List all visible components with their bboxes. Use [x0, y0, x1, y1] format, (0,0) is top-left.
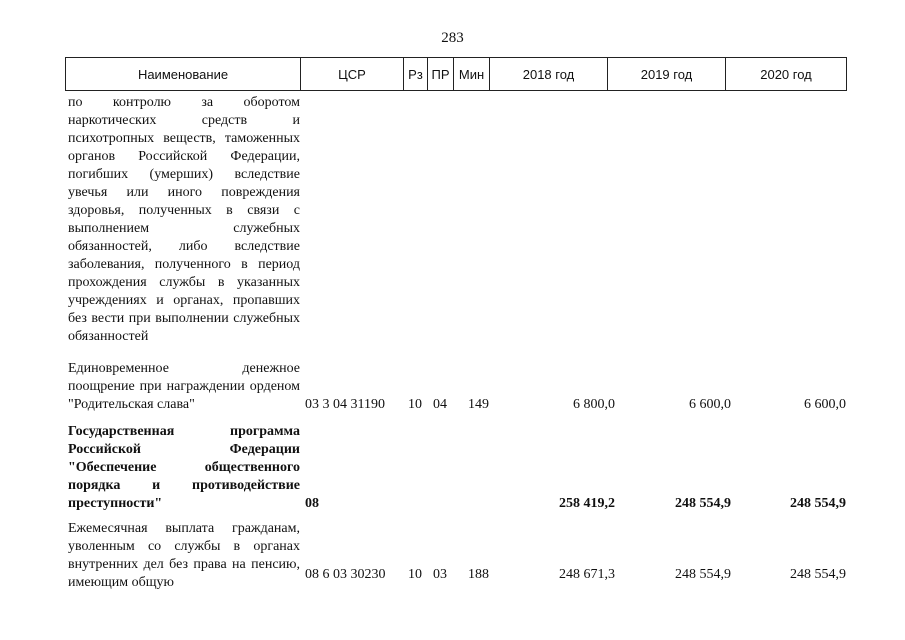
- table-header: [65, 57, 847, 91]
- header-min: Мин: [454, 58, 490, 90]
- header-name: Наименование: [66, 58, 301, 90]
- row-2018: 6 800,0: [573, 397, 615, 412]
- page-number: 283: [441, 30, 464, 46]
- row-pr: 04: [433, 397, 447, 412]
- row-2019: 248 554,9: [675, 496, 731, 511]
- row-pr: 03: [433, 567, 447, 582]
- row-name: Государственная программа Российской Федерации "Обеспечение общественного порядка и противодействие преступности": [68, 424, 300, 511]
- row-2018: 248 671,3: [559, 567, 615, 582]
- header-pr: ПР: [428, 58, 454, 90]
- row-min: 149: [468, 397, 489, 412]
- header-2018: 2018 год: [490, 58, 608, 90]
- row-rz: 10: [408, 397, 422, 412]
- row-name: Ежемесячная выплата гражданам, уволенным со службы в органах внутренних дел без права на пенсию, имеющим общую: [68, 521, 300, 590]
- header-rz: Рз: [404, 58, 428, 90]
- row-name: по контролю за оборотом наркотических средств и психотропных веществ, таможенных органов Российской Федерации, погибших (умерших) вследствие увечья или иного повреждения здоровья, полученных в связи с выполнением служебных обязанностей, либо вследствие заболевания, полученного в период прохождения службы в указанных учреждениях и органах, пропавших без вести при выполнении служебных обязанностей: [68, 95, 300, 344]
- row-csr: 08 6 03 30230: [305, 567, 386, 582]
- header-2020: 2020 год: [760, 66, 812, 82]
- row-2020: 248 554,9: [790, 496, 846, 511]
- row-2019: 6 600,0: [689, 397, 731, 412]
- row-rz: 10: [408, 567, 422, 582]
- header-csr: ЦСР: [301, 58, 404, 90]
- header-2019: 2019 год: [608, 58, 726, 90]
- row-name: Единовременное денежное поощрение при награждении орденом "Родительская слава": [68, 361, 300, 412]
- row-2019: 248 554,9: [675, 567, 731, 582]
- row-2020: 6 600,0: [804, 397, 846, 412]
- row-min: 188: [468, 567, 489, 582]
- row-2018: 258 419,2: [559, 496, 615, 511]
- row-csr: 03 3 04 31190: [305, 397, 385, 412]
- row-2020: 248 554,9: [790, 567, 846, 582]
- row-csr: 08: [305, 496, 319, 511]
